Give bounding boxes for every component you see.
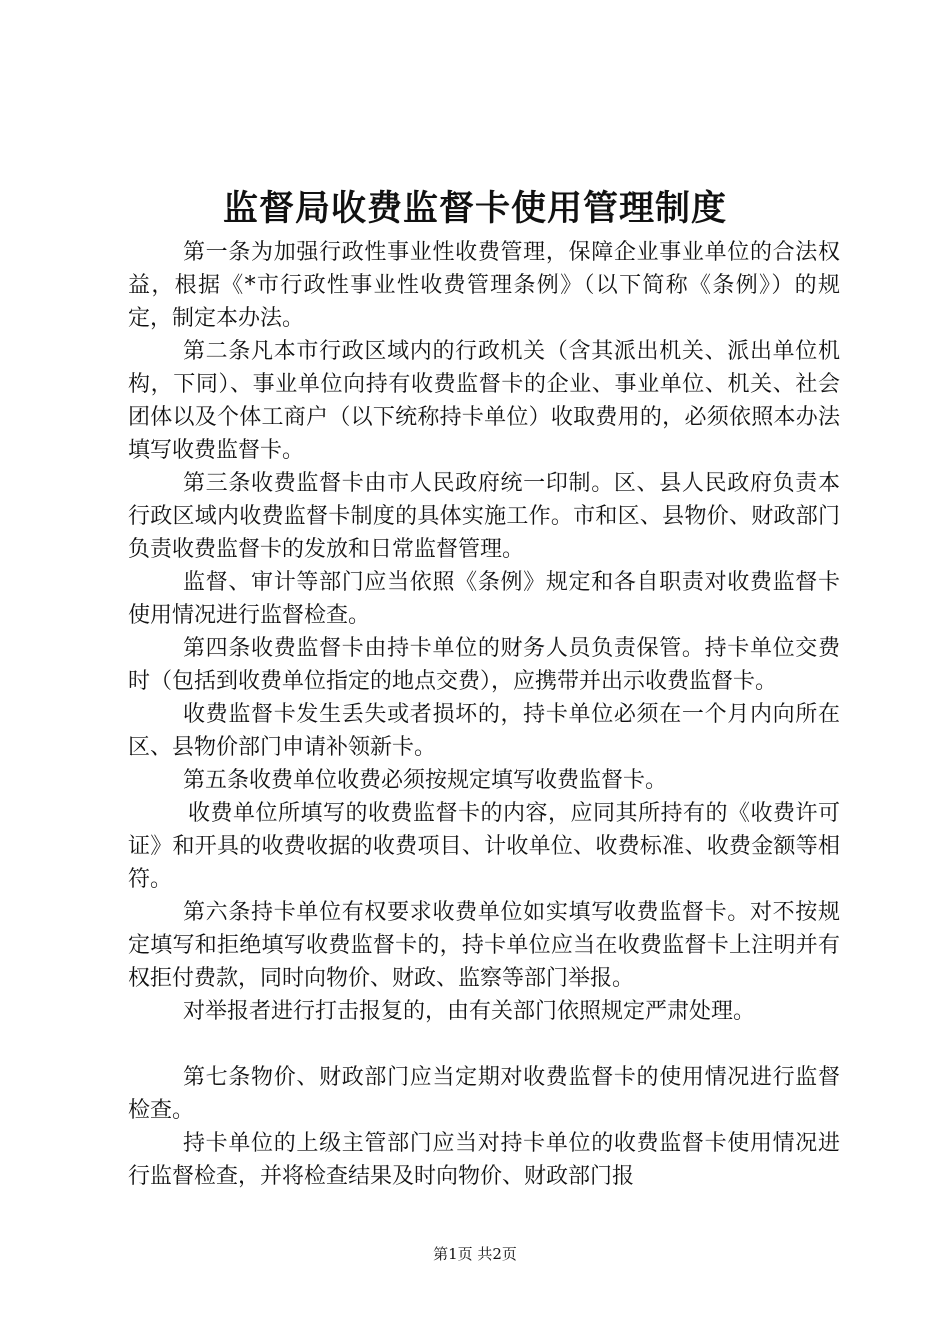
paragraph-article-5: 第五条收费单位收费必须按规定填写收费监督卡。 bbox=[183, 768, 668, 793]
paragraph-article-5-content: 收费单位所填写的收费监督卡的内容，应同其所持有的《收费许可证》和开具的收费收据的收费项目、计收单位、收费标准、收费金额等相符。 bbox=[128, 801, 840, 892]
paragraph-article-3-supervision: 监督、审计等部门应当依照《条例》规定和各自职责对收费监督卡使用情况进行监督检查。 bbox=[128, 570, 840, 628]
paragraph-article-6: 第六条持卡单位有权要求收费单位如实填写收费监督卡。对不按规定填写和拒绝填写收费监督卡的，持卡单位应当在收费监督卡上注明并有权拒付费款，同时向物价、财政、监察等部门举报。 bbox=[128, 900, 840, 991]
paragraph-article-4: 第四条收费监督卡由持卡单位的财务人员负责保管。持卡单位交费时（包括到收费单位指定的地点交费），应携带并出示收费监督卡。 bbox=[128, 636, 840, 694]
paragraph-article-6-retaliation: 对举报者进行打击报复的，由有关部门依照规定严肃处理。 bbox=[183, 999, 756, 1024]
paragraph-article-7-superior: 持卡单位的上级主管部门应当对持卡单位的收费监督卡使用情况进行监督检查，并将检查结果及时向物价、财政部门报 bbox=[128, 1131, 840, 1189]
document-title: 监督局收费监督卡使用管理制度 bbox=[222, 188, 727, 229]
paragraph-article-4-loss: 收费监督卡发生丢失或者损坏的，持卡单位必须在一个月内向所在区、县物价部门申请补领新卡。 bbox=[128, 702, 840, 760]
paragraph-article-1: 第一条为加强行政性事业性收费管理，保障企业事业单位的合法权益，根据《*市行政性事业性收费管理条例》（以下简称《条例》）的规定，制定本办法。 bbox=[128, 240, 840, 331]
paragraph-article-2: 第二条凡本市行政区域内的行政机关（含其派出机关、派出单位机构，下同）、事业单位向持有收费监督卡的企业、事业单位、机关、社会团体以及个体工商户（以下统称持卡单位）收取费用的，必须依照本办法填写收费监督卡。 bbox=[128, 339, 840, 463]
page-footer: 第1页 共2页 bbox=[433, 1245, 517, 1263]
paragraph-article-7: 第七条物价、财政部门应当定期对收费监督卡的使用情况进行监督检查。 bbox=[128, 1065, 840, 1123]
document-body bbox=[128, 236, 840, 1193]
paragraph-article-3: 第三条收费监督卡由市人民政府统一印制。区、县人民政府负责本行政区域内收费监督卡制度的具体实施工作。市和区、县物价、财政部门负责收费监督卡的发放和日常监督管理。 bbox=[128, 471, 840, 562]
